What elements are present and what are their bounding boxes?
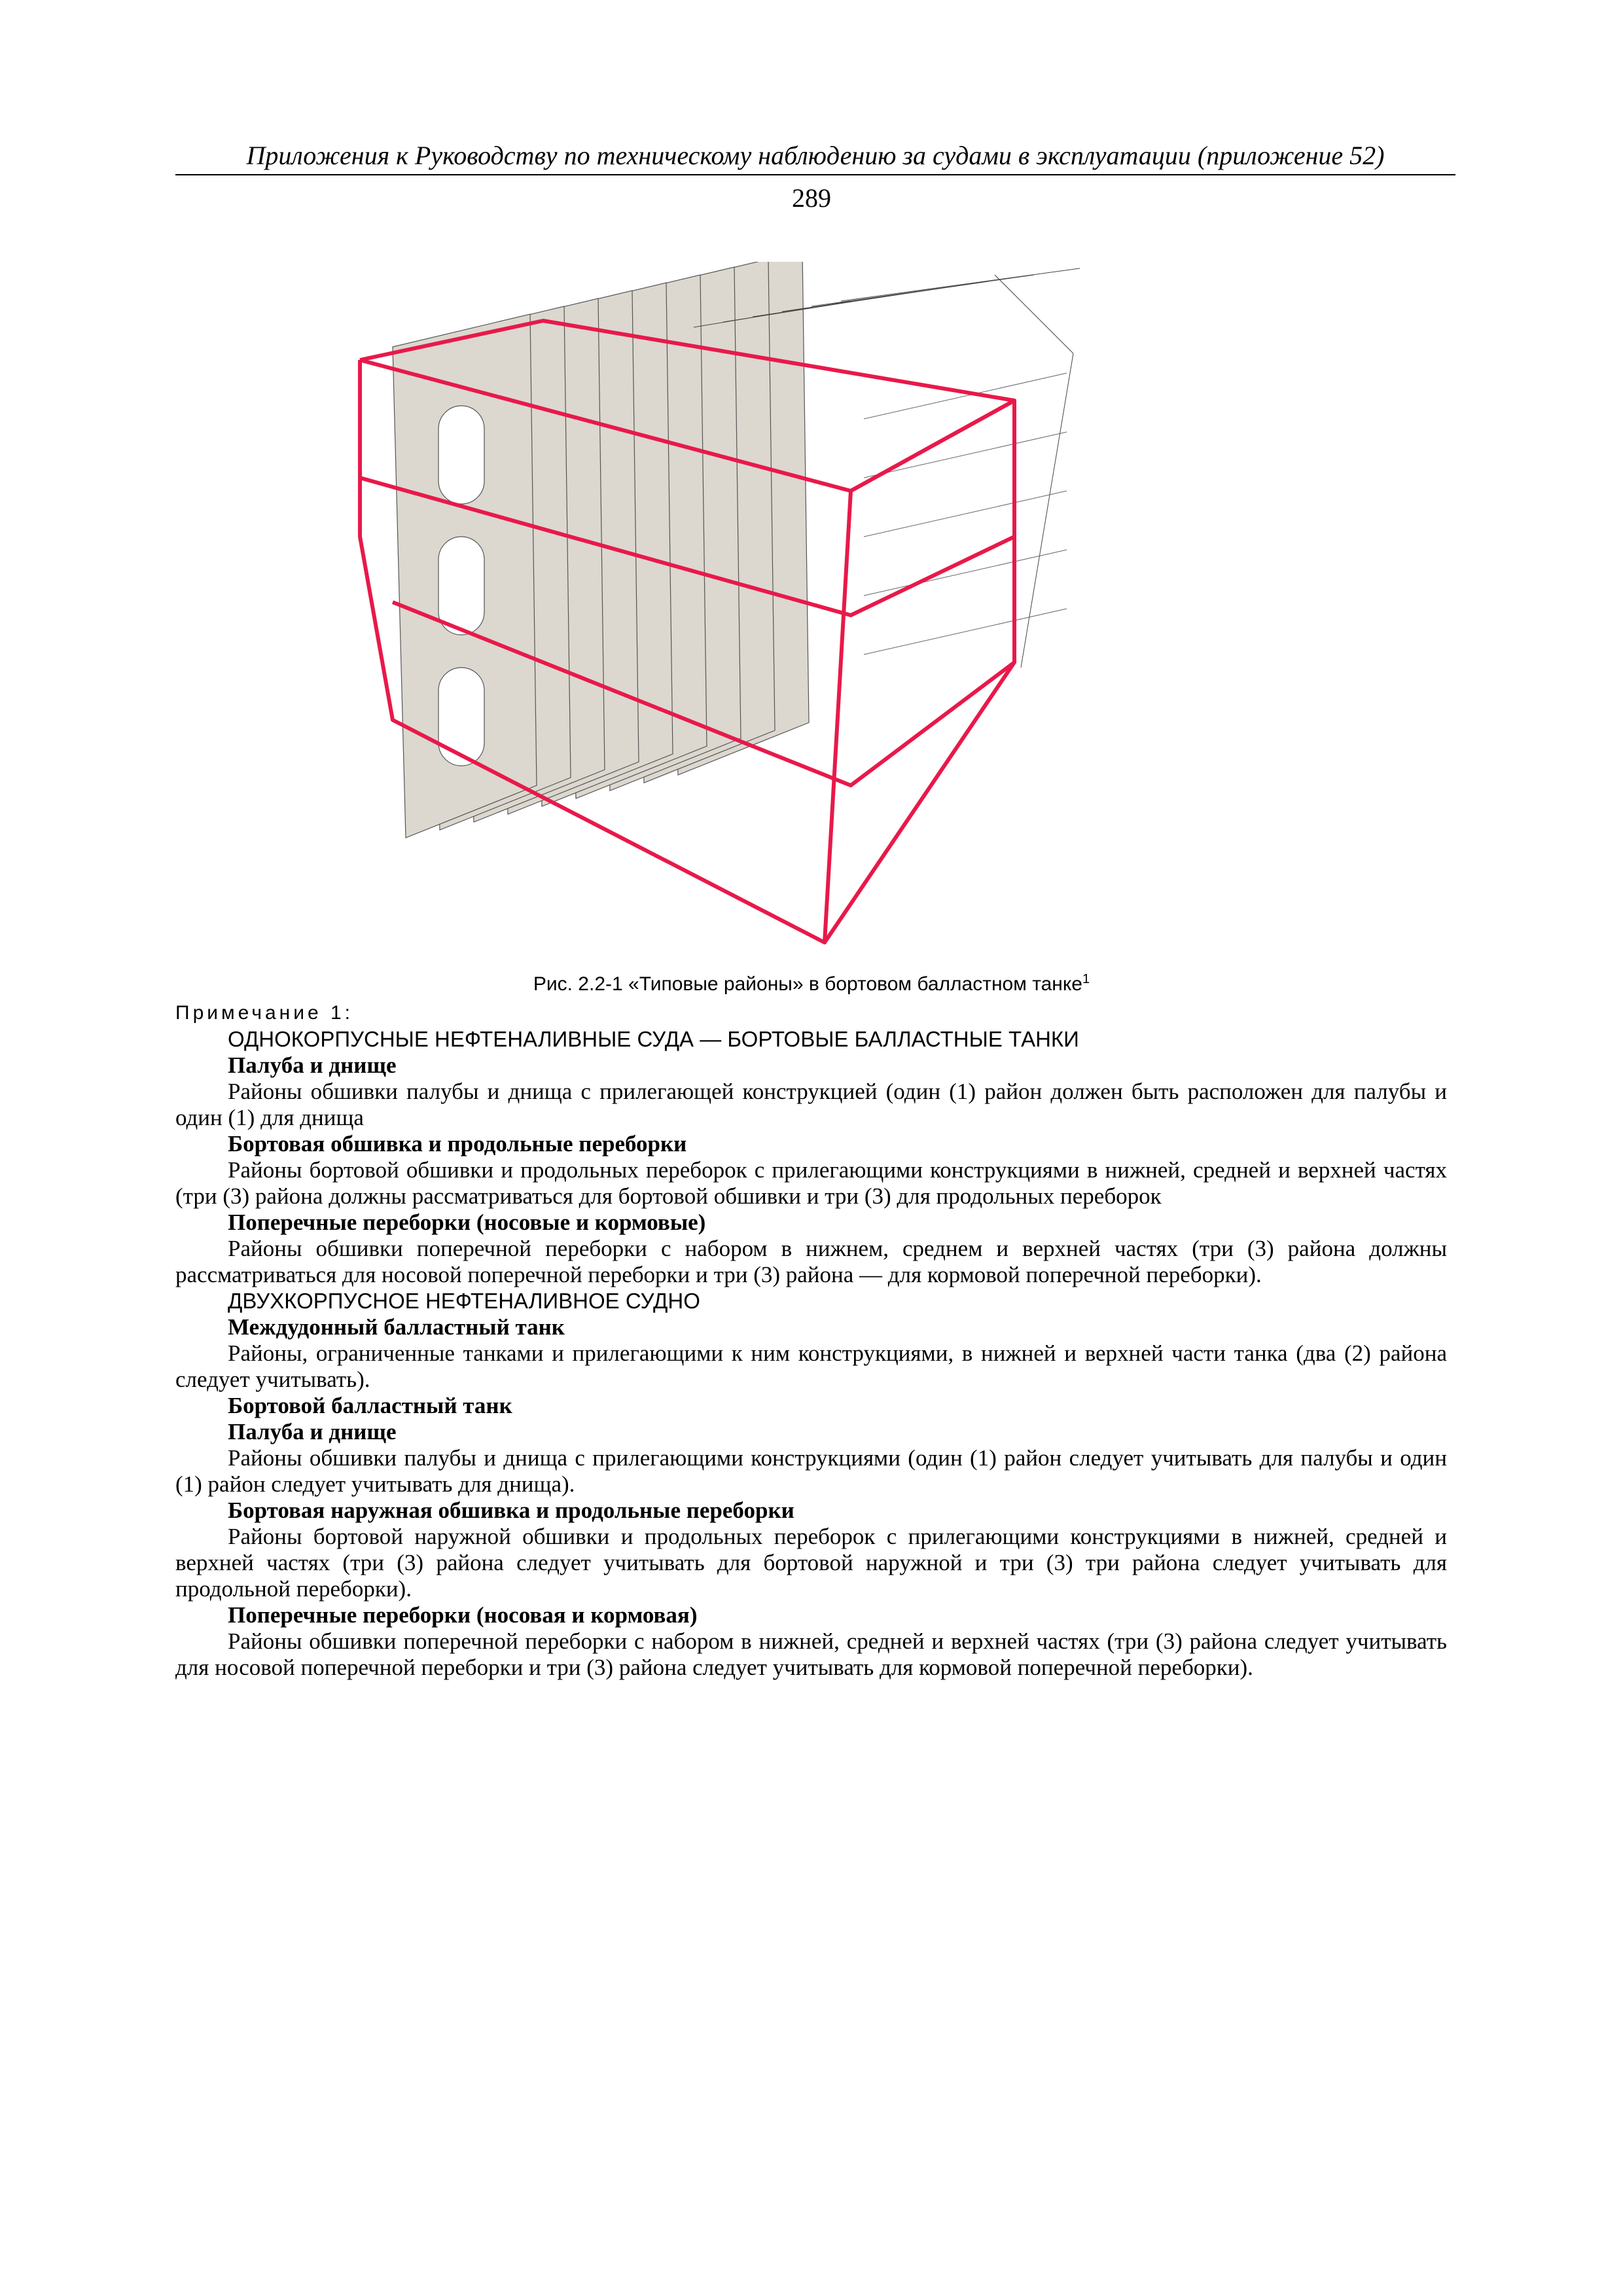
double-hull-title: ДВУХКОРПУСНОЕ НЕФТЕНАЛИВНОЕ СУДНО	[228, 1289, 700, 1313]
sh-deck-heading: Палуба и днище	[228, 1052, 397, 1078]
shell-line	[864, 550, 1067, 596]
sh-side-text: Районы бортовой обшивки и продольных переборок с прилегающими конструкциями в нижней, средней и верхней частях (три (3) района должны рассматриваться для бортовой обшивки и три (3) для продольных переборок	[175, 1157, 1447, 1209]
dh-deck-heading: Палуба и днище	[228, 1419, 397, 1444]
dh-trans-text: Районы обшивки поперечной переборки с набором в нижней, средней и верхней частях (три (3) района следует учитывать для носовой поперечной переборки и три (3) района следует учитывать для кормовой поперечной переборки).	[175, 1628, 1447, 1680]
note-label: Примечание 1:	[175, 1002, 353, 1024]
ballast-tank-figure	[353, 262, 1270, 956]
caption-footnote-mark: 1	[1082, 972, 1090, 986]
shell-line	[864, 491, 1067, 537]
shell-edge	[995, 275, 1073, 353]
sh-trans-text: Районы обшивки поперечной переборки с набором в нижнем, среднем и верхней частях (три (3) района должны рассматриваться для носовой поперечной переборки и три (3) района — для кормовой поперечной переборки).	[175, 1236, 1447, 1287]
lightening-hole	[438, 668, 484, 766]
sh-side-heading: Бортовая обшивка и продольные переборки	[228, 1131, 687, 1157]
caption-text: Рис. 2.2-1 «Типовые районы» в бортовом балластном танке	[533, 973, 1082, 995]
page-number: 289	[792, 183, 831, 213]
running-header: Приложения к Руководству по техническому наблюдению за судами в эксплуатации (приложение 52)	[175, 139, 1455, 175]
sh-trans-heading: Поперечные переборки (носовые и кормовые)	[228, 1210, 706, 1235]
lightening-hole	[438, 406, 484, 504]
dh-db-heading: Междудонный балластный танк	[228, 1314, 565, 1340]
shell-edge	[1021, 353, 1073, 668]
dh-deck-text: Районы обшивки палубы и днища с прилегающими конструкциями (один (1) район следует учитывать для палубы и один (1) район следует учитывать для днища).	[175, 1445, 1447, 1497]
single-hull-title: ОДНОКОРПУСНЫЕ НЕФТЕНАЛИВНЫЕ СУДА — БОРТОВЫЕ БАЛЛАСТНЫЕ ТАНКИ	[228, 1027, 1079, 1051]
longitudinal-line	[841, 268, 1080, 301]
highlight-right-face	[825, 401, 1014, 942]
shell-line	[864, 609, 1067, 655]
dh-db-text: Районы, ограниченные танками и прилегающими к ним конструкциями, в нижней и верхней части танка (два (2) района следует учитывать).	[175, 1340, 1447, 1392]
lightening-hole	[438, 537, 484, 635]
dh-side-text: Районы бортовой наружной обшивки и продольных переборок с прилегающими конструкциями в нижней, средней и верхней частях (три (3) района следует учитывать для бортовой наружной и три (3) три района следует учитывать для продольной переборки).	[175, 1524, 1447, 1602]
sh-deck-text: Районы обшивки палубы и днища с прилегающей конструкцией (один (1) район должен быть расположен для палубы и один (1) для днища	[175, 1079, 1447, 1130]
dh-side-heading: Бортовая наружная обшивка и продольные переборки	[228, 1498, 794, 1523]
shell-line	[864, 432, 1067, 478]
dh-wing-heading: Бортовой балластный танк	[228, 1393, 512, 1418]
dh-trans-heading: Поперечные переборки (носовая и кормовая)	[228, 1602, 698, 1628]
longitudinal-line	[812, 275, 1034, 306]
note-body	[175, 1000, 1447, 1681]
figure-caption	[0, 966, 1623, 997]
